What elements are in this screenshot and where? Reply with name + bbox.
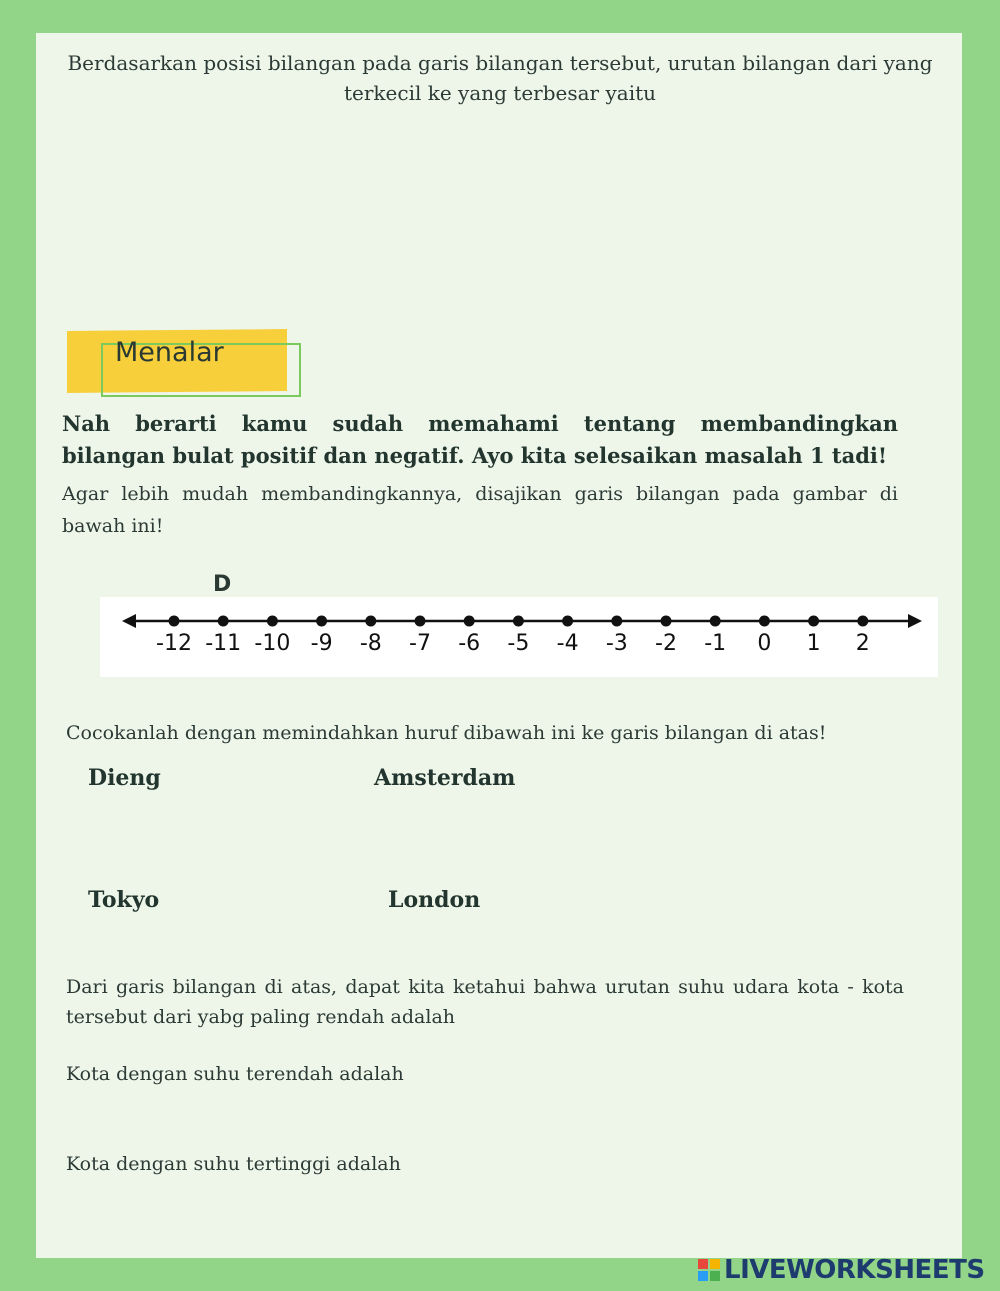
tick-dot--4 [562, 616, 573, 627]
tick-label: -1 [704, 631, 727, 656]
section-title: Menalar [115, 337, 224, 368]
brand-icon-tile [698, 1259, 708, 1269]
brand-icon [698, 1259, 720, 1281]
tick-dot--2 [661, 616, 672, 627]
tick-label: -4 [556, 631, 579, 656]
brand-logo [698, 1255, 985, 1285]
tick-dot--10 [267, 616, 278, 627]
tick-label: -3 [605, 631, 628, 656]
bold-paragraph: Nah berarti kamu sudah memahami tentang membandingkan bilangan bulat positif dan negatif. Ayo kita selesaikan masalah 1 tadi! [62, 411, 898, 468]
tick-dot-1 [808, 616, 819, 627]
city-london[interactable]: London [388, 887, 481, 913]
instruction-paragraph: Agar lebih mudah membandingkannya, disajikan garis bilangan pada gambar di bawah ini! [62, 483, 898, 537]
tick-label: -10 [254, 631, 291, 656]
tick-dot-0 [759, 616, 770, 627]
tick-dot--7 [415, 616, 426, 627]
tick-dot--9 [316, 616, 327, 627]
tick-label: -8 [359, 631, 382, 656]
left-arrowhead [122, 614, 136, 628]
brand-name: LIVEWORKSHEETS [724, 1255, 985, 1285]
tick-label: -11 [205, 631, 242, 656]
city-dieng[interactable]: Dieng [88, 765, 161, 791]
tick-dot--3 [611, 616, 622, 627]
tick-label: -5 [507, 631, 530, 656]
brand-icon-tile [710, 1271, 720, 1281]
matching-instruction: Cocokanlah dengan memindahkan huruf dibawah ini ke garis bilangan di atas! [66, 722, 827, 744]
tick-label: 2 [855, 631, 870, 656]
city-amsterdam[interactable]: Amsterdam [374, 765, 516, 791]
tick-label: -6 [458, 631, 481, 656]
right-arrowhead [908, 614, 922, 628]
tick-label: 1 [806, 631, 821, 656]
tick-label: -7 [409, 631, 431, 656]
tick-dot-2 [857, 616, 868, 627]
number-line [100, 597, 938, 677]
answer-marker-d[interactable]: D [213, 572, 232, 597]
tick-label: -2 [655, 631, 677, 656]
section-header [67, 327, 307, 402]
brand-icon-tile [710, 1259, 720, 1269]
tick-dot--5 [513, 616, 524, 627]
highest-temp-label: Kota dengan suhu tertinggi adalah [66, 1153, 401, 1175]
tick-label: -12 [156, 631, 192, 656]
brand-icon-tile [698, 1271, 708, 1281]
tick-label: -9 [310, 631, 333, 656]
tick-label: 0 [757, 631, 772, 656]
number-line-svg [100, 597, 938, 677]
tick-dot--12 [169, 616, 180, 627]
intro-text: Berdasarkan posisi bilangan pada garis bilangan tersebut, urutan bilangan dari yang terkecil ke yang terbesar yaitu [67, 51, 933, 105]
tick-dot--11 [218, 616, 229, 627]
city-tokyo[interactable]: Tokyo [88, 887, 160, 913]
tick-dot--1 [710, 616, 721, 627]
tick-dot--6 [464, 616, 475, 627]
tick-dot--8 [365, 616, 376, 627]
conclusion-text: Dari garis bilangan di atas, dapat kita ketahui bahwa urutan suhu udara kota - kota tersebut dari yabg paling rendah adalah [66, 976, 904, 1028]
lowest-temp-label: Kota dengan suhu terendah adalah [66, 1063, 404, 1085]
